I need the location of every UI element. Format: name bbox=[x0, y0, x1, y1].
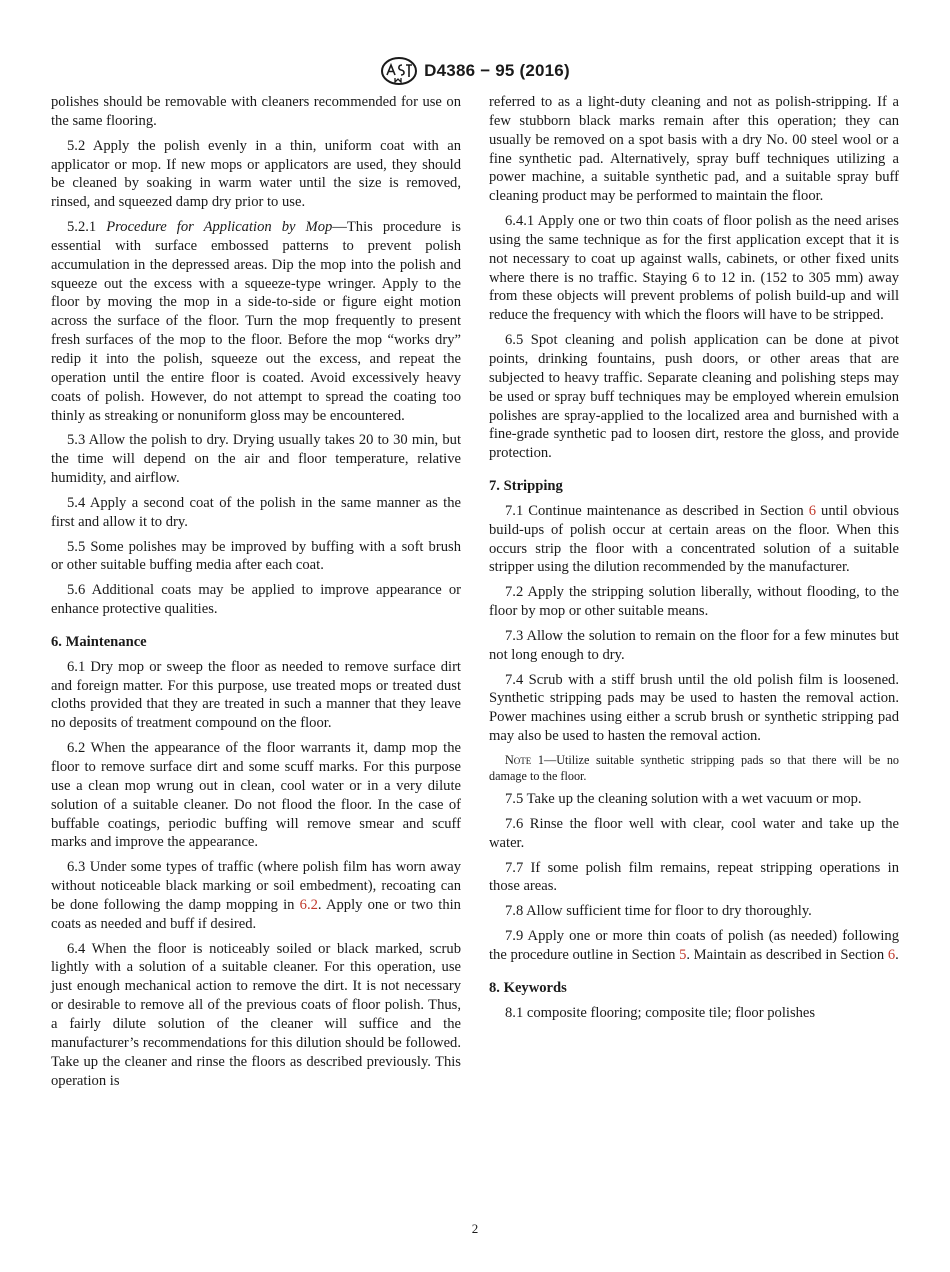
paragraph-6-5: 6.5 Spot cleaning and polish application can be done at pivot points, drinking fountains, push doors, or other areas that are subjected to heavy traffic. Separate cleaning and polishing steps may be used or spray buff techniques may be employed wherein emulsion polishes are spray-applied to the localized area and burnished with a fine-grade synthetic pad to loosen dirt, restore the gloss, and provide protection. bbox=[489, 332, 899, 462]
paragraph-7-2: 7.2 Apply the stripping solution liberally, without flooding, to the floor by mop or other suitable means. bbox=[489, 584, 899, 620]
paragraph-number: 5.2.1 bbox=[67, 219, 107, 236]
left-column bbox=[51, 93, 461, 1096]
paragraph-text: 6.3 Under some types of traffic (where polish film has worn away without noticeable black marking or soil embedment), recoating can be done following the damp mopping in bbox=[51, 859, 461, 913]
paragraph-5-3: 5.3 Allow the polish to dry. Drying usually takes 20 to 30 min, but the time will depend on the air and floor temperature, relative humidity, and airflow. bbox=[51, 432, 461, 487]
paragraph-title: Procedure for Application by Mop bbox=[106, 219, 333, 236]
paragraph-7-1 bbox=[489, 502, 899, 577]
paragraph-5-5: 5.5 Some polishes may be improved by buffing with a soft brush or other suitable buffing media after each coat. bbox=[51, 538, 461, 574]
section-link-6-2[interactable]: 6.2 bbox=[299, 896, 318, 913]
note-label: Note 1 bbox=[505, 753, 544, 767]
paragraph-7-5: 7.5 Take up the cleaning solution with a wet vacuum or mop. bbox=[505, 791, 862, 807]
paragraph-6-2: 6.2 When the appearance of the floor warrants it, damp mop the floor to remove surface dirt and some scuff marks. For this purpose use a clean mop wrung out in clean, cool water or in a very dilute solution of a suitable cleaner. Do not flood the floor. In the case of buffable coatings, periodic buffing will remove smear and scuff marks and improve the appearance. bbox=[51, 740, 461, 851]
paragraph-text: until obvious build-ups of polish occur at certain areas on the floor. When this occurs strip the floor with a concentrated solution of a suitable stripper using the dilution recommended by the manufacturer. bbox=[489, 502, 899, 576]
paragraph-6-4-1: 6.4.1 Apply one or two thin coats of floor polish as the need arises using the same technique as for the first application except that it is not necessary to coat up against walls, cabinets, or other fixed units where there is no traffic. Staying 6 to 12 in. (152 to 305 mm) away from these objects will prevent problems of polish build-up and will reduce the frequency with which the floors will have to be stripped. bbox=[489, 213, 899, 324]
paragraph-text: . Maintain as described in Section bbox=[686, 946, 888, 963]
paragraph-5-1-continued: polishes should be removable with cleaners recommended for use on the same flooring. bbox=[51, 94, 461, 129]
paragraph-6-4: 6.4 When the floor is noticeably soiled or black marked, scrub lightly with a solution of a suitable cleaner. For this operation, use just enough mechanical action to remove the dirt. It is not necessary or desirable to remove all of the previous coats of floor polish. Thus, a fairly dilute solution of the cleaner will suffice and the manufacturer’s recommendations for this dilution should be followed. Take up the cleaner and rinse the floors as described previously. This operation is bbox=[51, 940, 461, 1089]
paragraph-7-9 bbox=[489, 927, 899, 965]
section-link-5[interactable]: 5 bbox=[679, 946, 687, 963]
astm-logo-icon bbox=[380, 56, 418, 86]
paragraph-text: —This procedure is essential with surface embossed patterns to prevent polish accumulation in the depressed areas. Dip the mop into the polish and squeeze out the excess with a squeeze-type wringer. Apply to the floor by moving the mop in a side-to-side or figure eight motion across the surface of the floor. Turn the mop frequently to present fresh surfaces of the mop to the floor. Before the mop “works dry” redip it into the polish, squeeze out the excess, and repeat the operation until the entire floor is coated. Avoid excessively heavy coats of polish. However, do not attempt to spread the coating too thinly as streaking or nonuniform gloss may be encountered. bbox=[51, 219, 461, 424]
note-1 bbox=[489, 752, 899, 784]
paragraph-7-4: 7.4 Scrub with a stiff brush until the old polish film is loosened. Synthetic stripping pads may be used to hasten the removal action. Power machines using either a scrub brush or synthetic stripping pad may also be used to hasten the removal action. bbox=[489, 671, 899, 745]
section-heading-maintenance: 6. Maintenance bbox=[51, 633, 147, 650]
section-heading-keywords: 8. Keywords bbox=[489, 979, 567, 996]
page-header bbox=[0, 56, 950, 91]
paragraph-text: . bbox=[895, 946, 899, 963]
paragraph-5-4: 5.4 Apply a second coat of the polish in the same manner as the first and allow it to dry. bbox=[51, 494, 461, 530]
page-number: 2 bbox=[471, 1221, 479, 1236]
paragraph-text: . Apply one or two thin coats as needed and buff if desired. bbox=[51, 896, 461, 932]
paragraph-6-1: 6.1 Dry mop or sweep the floor as needed to remove surface dirt and foreign matter. For this purpose, use treated mops or treated dust cloths provided that they are treated in such a manner that they leave no deposits of treatment compound on the floor. bbox=[51, 658, 461, 732]
paragraph-6-4-continued: referred to as a light-duty cleaning and not as polish-stripping. If a few stubborn black marks remain after this operation; they can usually be removed on a spot basis with a dry No. 00 steel wool or a fine synthetic pad. Alternatively, spray buff techniques utilizing a power machine, a suitable synthetic pad, and a suitable spray buff cleaning product may be performed to maintain the floor. bbox=[489, 94, 899, 205]
paragraph-7-6: 7.6 Rinse the floor well with clear, cool water and take up the water. bbox=[489, 815, 899, 851]
section-heading-stripping: 7. Stripping bbox=[489, 478, 563, 495]
paragraph-7-3: 7.3 Allow the solution to remain on the floor for a few minutes but not long enough to dry. bbox=[489, 627, 899, 663]
paragraph-7-7: 7.7 If some polish film remains, repeat stripping operations in those areas. bbox=[489, 859, 899, 895]
paragraph-7-8: 7.8 Allow sufficient time for floor to dry thoroughly. bbox=[505, 903, 812, 920]
paragraph-5-6: 5.6 Additional coats may be applied to improve appearance or enhance protective qualities. bbox=[51, 582, 461, 618]
paragraph-5-2: 5.2 Apply the polish evenly in a thin, uniform coat with an applicator or mop. If new mops or applicators are used, they should be cleaned by soaking in warm water until the size is removed, rinsed, and squeezed damp dry prior to use. bbox=[51, 137, 461, 211]
paragraph-5-2-1 bbox=[51, 218, 461, 425]
document-designation: D4386 − 95 (2016) bbox=[424, 61, 570, 80]
section-link-6[interactable]: 6 bbox=[887, 946, 896, 963]
right-column bbox=[489, 93, 899, 1028]
paragraph-text: 7.9 Apply one or more thin coats of polish (as needed) following the procedure outline in Section bbox=[489, 928, 899, 963]
section-link-6[interactable]: 6 bbox=[808, 502, 817, 519]
paragraph-text: 7.1 Continue maintenance as described in Section bbox=[505, 502, 809, 519]
note-text: —Utilize suitable synthetic stripping pads so that there will be no damage to the floor. bbox=[489, 753, 900, 783]
paragraph-6-3 bbox=[51, 858, 461, 933]
paragraph-8-1: 8.1 composite flooring; composite tile; floor polishes bbox=[505, 1004, 816, 1021]
